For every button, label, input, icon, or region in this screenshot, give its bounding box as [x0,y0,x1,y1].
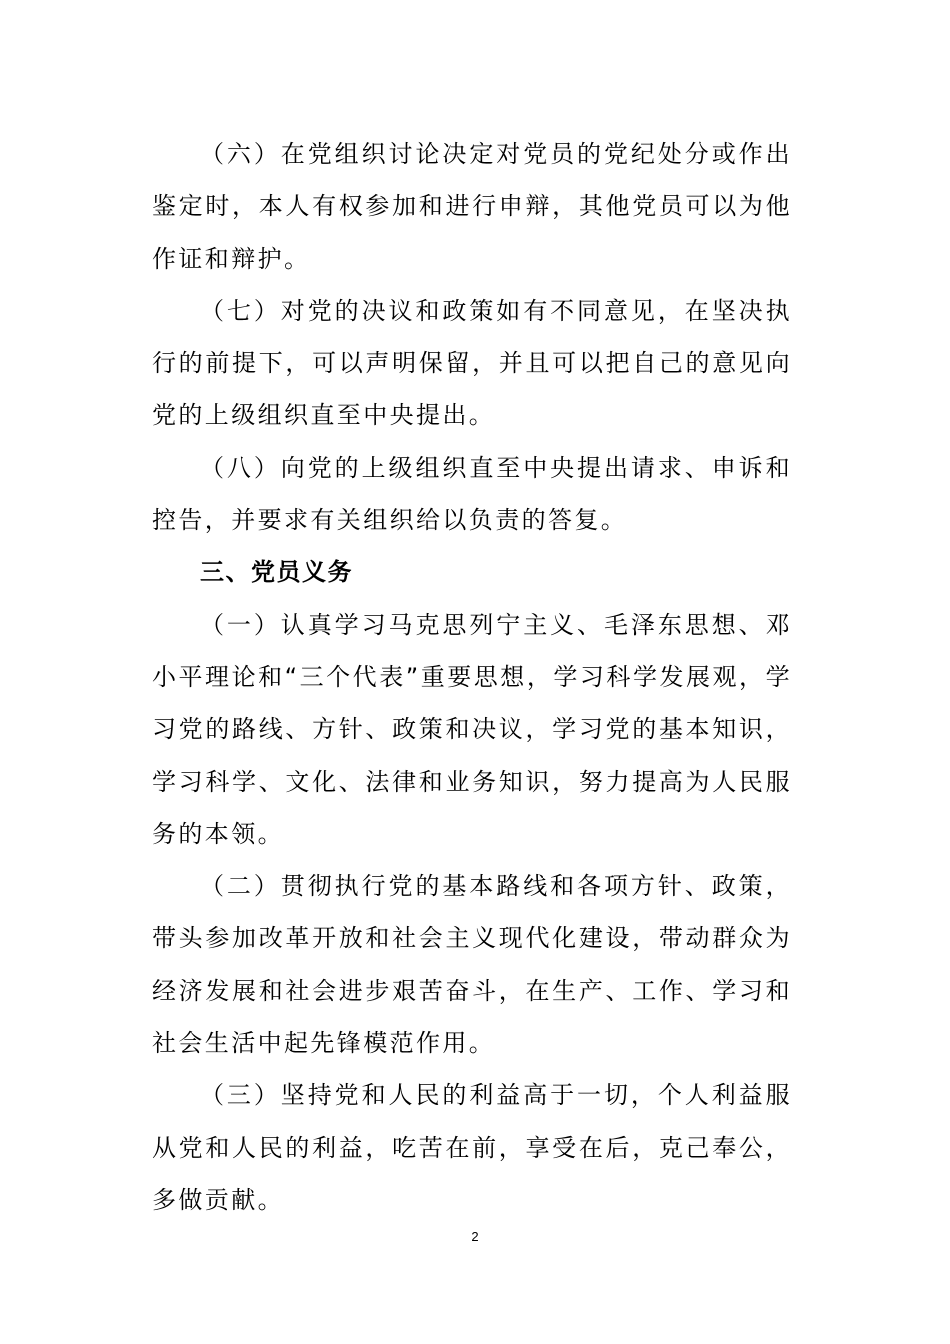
duty-paragraph-3: （三）坚持党和人民的利益高于一切，个人利益服从党和人民的利益，吃苦在前，享受在后，克己奉公，多做贡献。 [152,1081,792,1214]
rights-paragraph-6: （六）在党组织讨论决定对党员的党纪处分或作出鉴定时，本人有权参加和进行申辩，其他党员可以为他作证和辩护。 [152,140,792,273]
rights-paragraph-8: （八）向党的上级组织直至中央提出请求、申诉和控告，并要求有关组织给以负责的答复。 [152,453,792,535]
duty-paragraph-1: （一）认真学习马克思列宁主义、毛泽东思想、邓小平理论和“三个代表”重要思想，学习科学发展观，学习党的路线、方针、政策和决议，学习党的基本知识，学习科学、文化、法律和业务知识，努力提高为人民服务的本领。 [152,610,792,848]
rights-paragraph-7: （七）对党的决议和政策如有不同意见，在坚决执行的前提下，可以声明保留，并且可以把自己的意见向党的上级组织直至中央提出。 [152,296,792,430]
document-body [152,128,792,1226]
page-number: 2 [471,1229,479,1244]
section-heading: 三、党员义务 [200,558,353,587]
duty-paragraph-2: （二）贯彻执行党的基本路线和各项方针、政策，带头参加改革开放和社会主义现代化建设，带动群众为经济发展和社会进步艰苦奋斗，在生产、工作、学习和社会生活中起先锋模范作用。 [152,872,792,1058]
